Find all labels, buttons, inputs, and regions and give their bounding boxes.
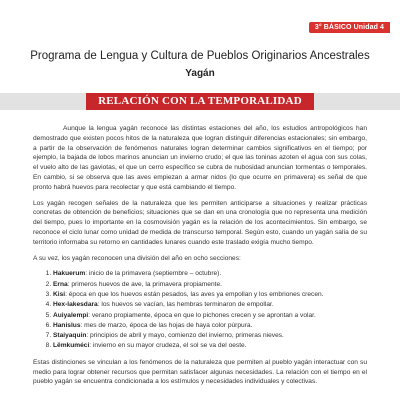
season-desc: : verano propiamente, época en que lo pichones crecen y se aprontan a volar.: [88, 311, 316, 319]
season-name: Kisi: [53, 290, 66, 298]
season-name: Hanislus: [53, 321, 81, 329]
people-subtitle: Yagán: [185, 68, 215, 79]
list-item: [53, 290, 367, 300]
season-desc: : primeros huevos de ave, la primavera propiamente.: [67, 280, 222, 288]
season-desc: : época en que los huevos están pesados, las aves ya empollan y los embriones crecen.: [65, 290, 324, 298]
grade-unit-badge: 3° BÁSICO Unidad 4: [309, 22, 390, 33]
season-name: Hex-lakesdara: [53, 301, 98, 309]
list-item: [53, 341, 367, 351]
paragraph-intro: Aunque la lengua yagán reconoce las distintas estaciones del año, los estudios antropológicos han demostrado que existen pocos hitos de la naturaleza que logran distinguir diferencias estacionales; sin embargo, a partir de la observación de fenómenos naturales logran determinar cambios significativos en el tiempo; por ejemplo, la bajada de lobos marinos anuncian un invierno crudo; el que las toninas azoten el agua con sus colas, el vuelo alto de las gaviotas, el que un cerro específico se cubra de nubosidad anuncian tormentas o temporales. En cambio, si se observa que las aves empiezan a armar nidos (lo que ocurre en primavera) es señal de que pronto habrá huevos para recolectar y que está cambiando el tiempo.: [33, 125, 367, 191]
season-desc: : invierno en su mayor crudeza, el sol se va del oeste.: [89, 342, 247, 350]
season-name: Staiyaquin: [53, 332, 87, 340]
list-item: [53, 269, 367, 279]
season-name: Erna: [53, 280, 68, 288]
list-item: [53, 300, 367, 310]
document-body: [33, 124, 367, 393]
season-desc: : principios de abril y mayo, comienzo del invierno, primeras nieves.: [86, 332, 284, 340]
season-desc: : los huevos se vacían, las hembras terminaron de empollar.: [97, 301, 274, 309]
season-name: Auiyalempi: [53, 311, 89, 319]
paragraph-signals: Los yagán recogen señales de la naturaleza que les permiten anticiparse a situaciones y realizar prácticas concretas de obtención de beneficios; situaciones que se dan en una cronología que no representa una medición del tiempo, pues lo importante en la cosmovisión yagán es la relación de los acontecimientos. Sin embargo, se reconoce el ciclo lunar como unidad de medida de transcurso temporal. Según esto, cuando un yagán salía de su territorio informaba su retorno en cantidades lunares cuando este traslado exigía mucho tiempo.: [33, 199, 367, 246]
season-desc: : inicio de la primavera (septiembre – octubre).: [85, 270, 222, 278]
list-item: [53, 280, 367, 290]
paragraph-closing: Estas distinciones se vinculan a los fenómenos de la naturaleza que permiten al pueblo yagán interactuar con su medio para lograr obtener recursos que permitan satisfacer algunas necesidades. La relación con el tiempo en el pueblo yagán se encuentra condicionada a los estímulos y necesidades individuales y colectivas.: [33, 358, 367, 386]
section-title: RELACIÓN CON LA TEMPORALIDAD: [86, 93, 314, 110]
season-name: Lëmkuméci: [53, 342, 90, 350]
season-desc: : mes de marzo, época de las hojas de haya color púrpura.: [80, 321, 253, 329]
list-item: [53, 311, 367, 321]
seasons-list: [33, 269, 367, 351]
paragraph-division: A su vez, los yagán reconocen una división del año en ocho secciones:: [33, 254, 241, 262]
list-item: [53, 321, 367, 331]
list-item: [53, 331, 367, 341]
season-name: Hakuerum: [53, 270, 86, 278]
program-title: Programa de Lengua y Cultura de Pueblos Originarios Ancestrales: [30, 50, 370, 62]
